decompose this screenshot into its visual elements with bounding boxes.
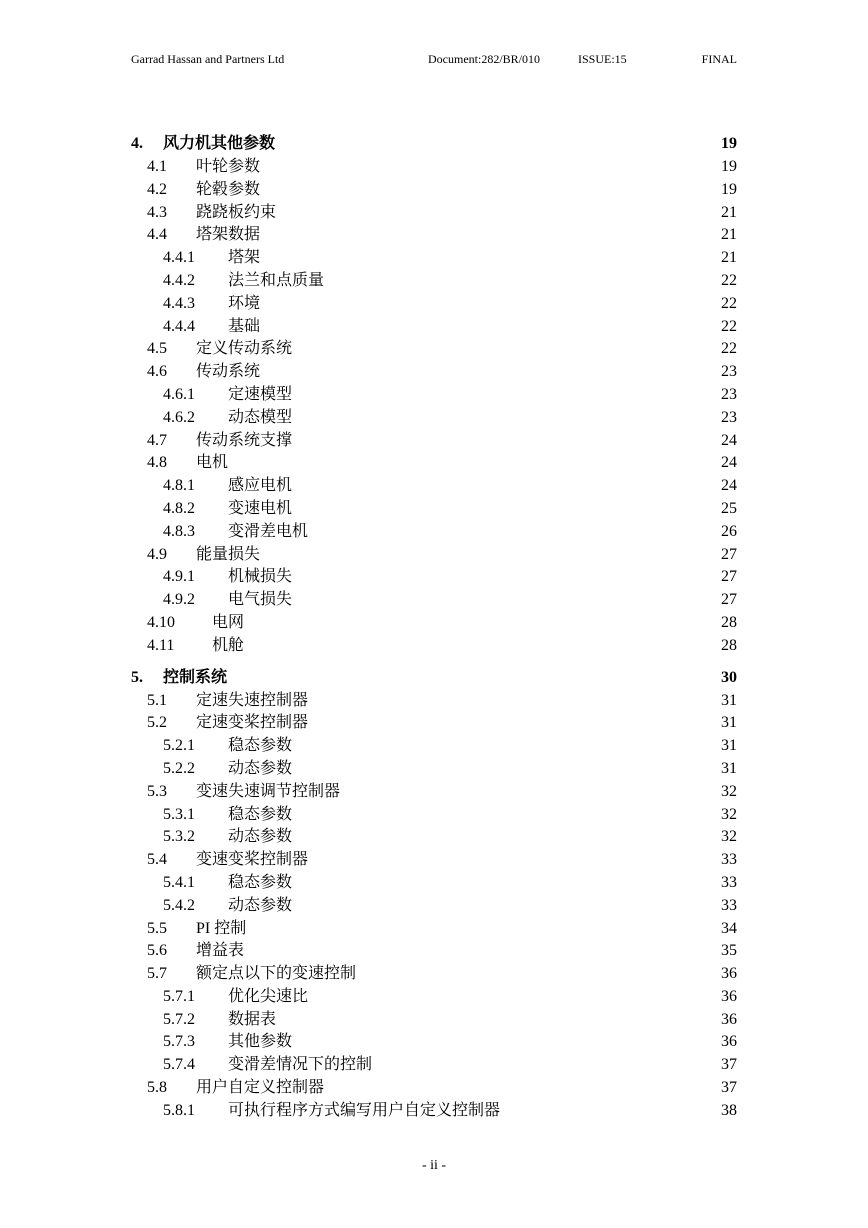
toc-subsection-entry[interactable] [131,872,737,895]
toc-subsection-entry[interactable] [131,1009,737,1032]
toc-number: 4.9.1 [163,568,195,586]
toc-title: 基础 [228,317,261,335]
toc-subsection-entry[interactable] [131,1054,737,1077]
page-number: - ii - [421,1158,447,1173]
toc-number: 5.3 [147,782,167,800]
toc-section-heading[interactable] [131,667,737,690]
toc-number: 5.2.2 [163,759,195,777]
toc-subsection-entry[interactable] [131,384,737,407]
toc-title: 电网 [212,613,245,631]
toc-title: 环境 [228,294,261,312]
toc-page-number: 32 [721,782,737,800]
toc-number: 4.1 [147,158,167,175]
toc-title: 变速失速调节控制器 [196,782,341,800]
toc-number: 4.9 [147,545,167,563]
toc-title: 稳态参数 [228,805,293,823]
toc-number: 4.3 [147,203,167,221]
toc-page-number: 36 [721,987,737,1005]
toc-subsection-entry[interactable] [131,1031,737,1054]
toc-number: 4.6.1 [163,385,195,403]
toc-number: 4.9.2 [163,591,195,609]
toc-section-heading[interactable] [131,133,737,156]
toc-subsection-entry[interactable] [131,1100,737,1123]
toc-number: 5.7.2 [163,1010,195,1028]
toc-page-number: 25 [721,499,737,517]
toc-subsection-entry[interactable] [131,826,737,849]
toc-title: 数据表 [228,1010,277,1028]
toc-subsection-entry[interactable] [131,247,737,270]
toc-page-number: 31 [721,759,737,777]
toc-entry[interactable] [131,1077,737,1100]
toc-entry[interactable] [131,179,737,202]
toc-page-number: 26 [721,522,737,540]
toc-entry[interactable] [131,712,737,735]
toc-page-number: 31 [721,691,737,709]
toc-title: 叶轮参数 [196,158,261,175]
toc-subsection-entry[interactable] [131,498,737,521]
toc-number: 4.4.3 [163,294,195,312]
toc-page-number: 21 [721,226,737,244]
page-header [131,52,737,68]
toc-number: 5.5 [147,919,167,937]
toc-entry[interactable] [131,940,737,963]
toc-page-number: 33 [721,851,737,869]
toc-subsection-entry[interactable] [131,270,737,293]
toc-title: 电机 [196,454,229,472]
toc-title: PI 控制 [196,919,247,937]
toc-title: 跷跷板约束 [196,203,277,221]
toc-number: 4.8 [147,454,167,472]
toc-title: 其他参数 [228,1033,293,1051]
header-company: Garrad Hassan and Partners Ltd [131,52,285,66]
toc-title: 机舱 [212,636,245,654]
toc-subsection-entry[interactable] [131,895,737,918]
toc-number: 4.4 [147,226,167,244]
toc-entry[interactable] [131,963,737,986]
toc-page-number: 35 [721,942,737,960]
toc-title: 控制系统 [163,668,228,686]
toc-page-number: 36 [721,1033,737,1051]
toc-subsection-entry[interactable] [131,735,737,758]
toc-entry[interactable] [131,690,737,713]
toc-number: 4.4.2 [163,271,195,289]
toc-entry[interactable] [131,338,737,361]
toc-number: 4.4.1 [163,249,195,267]
toc-page-number: 22 [721,317,737,335]
toc-title: 用户自定义控制器 [196,1079,325,1097]
toc-number: 4.8.2 [163,499,195,517]
toc-page-number: 19 [721,180,737,198]
toc-title: 动态参数 [228,896,293,914]
toc-page-number: 37 [721,1079,737,1097]
toc-number: 4. [131,135,143,152]
toc-number: 5.8.1 [163,1101,195,1119]
toc-title: 变滑差情况下的控制 [228,1056,373,1074]
toc-subsection-entry[interactable] [131,589,737,612]
toc-page-number: 33 [721,896,737,914]
header-issue: ISSUE:15 [578,52,627,66]
toc-entry[interactable] [131,202,737,225]
toc-number: 4.8.3 [163,522,195,540]
toc-title: 变速变桨控制器 [196,851,309,869]
toc-title: 定速失速控制器 [196,691,309,709]
toc-entry[interactable] [131,781,737,804]
toc-page-number: 31 [721,714,737,732]
toc-page-number: 32 [721,805,737,823]
toc-page-number: 21 [721,249,737,267]
toc-number: 4.11 [147,636,175,654]
toc-page-number: 19 [721,135,737,152]
toc-title: 轮毂参数 [196,180,261,198]
toc-number: 5.2.1 [163,737,195,755]
toc-subsection-entry[interactable] [131,475,737,498]
toc-page-number: 24 [721,477,737,495]
toc-number: 5.4.1 [163,873,195,891]
toc-number: 4.10 [147,613,175,631]
toc-page-number: 24 [721,431,737,449]
toc-page-number: 23 [721,385,737,403]
toc-entry[interactable] [131,612,737,635]
toc-entry[interactable] [131,849,737,872]
toc-title: 风力机其他参数 [163,135,276,152]
toc-number: 5.7.1 [163,987,195,1005]
toc-page-number: 23 [721,363,737,381]
toc-page-number: 21 [721,203,737,221]
toc-page-number: 24 [721,454,737,472]
toc-title: 增益表 [196,942,245,960]
toc-number: 5.2 [147,714,167,732]
toc-page-number: 38 [721,1101,737,1119]
toc-title: 定速模型 [228,385,293,403]
toc-title: 感应电机 [228,477,293,495]
toc-number: 5.8 [147,1079,167,1097]
toc-page-number: 27 [721,568,737,586]
toc-page-number: 37 [721,1056,737,1074]
toc-title: 电气损失 [228,591,293,609]
toc-title: 稳态参数 [228,737,293,755]
toc-title: 额定点以下的变速控制 [196,965,357,983]
toc-number: 4.5 [147,340,167,358]
toc-title: 法兰和点质量 [228,271,325,289]
toc-number: 4.4.4 [163,317,195,335]
toc-entry[interactable] [131,361,737,384]
toc-number: 5. [131,668,143,686]
toc-entry[interactable] [131,224,737,247]
toc-page-number: 31 [721,737,737,755]
toc-number: 4.7 [147,431,167,449]
toc-title: 可执行程序方式编写用户自定义控制器 [228,1101,501,1119]
toc-page-number: 23 [721,408,737,426]
toc-page-number: 22 [721,294,737,312]
toc-title: 传动系统支撑 [196,431,293,449]
toc-page-number: 19 [721,158,737,175]
toc-page-number: 27 [721,545,737,563]
toc-number: 5.3.1 [163,805,195,823]
toc-entry[interactable] [131,918,737,941]
toc-entry[interactable] [131,635,737,658]
toc-page-number: 32 [721,828,737,846]
toc-title: 稳态参数 [228,873,293,891]
toc-page-number: 28 [721,613,737,631]
toc-number: 4.6.2 [163,408,195,426]
toc-number: 5.7.3 [163,1033,195,1051]
toc-page-number: 34 [721,919,737,937]
toc-title: 动态参数 [228,828,293,846]
toc-page-number: 33 [721,873,737,891]
toc-entry[interactable] [131,156,737,179]
toc-title: 动态参数 [228,759,293,777]
toc-number: 5.7.4 [163,1056,195,1074]
toc-title: 塔架数据 [196,226,261,244]
toc-subsection-entry[interactable] [131,521,737,544]
toc-number: 5.7 [147,965,167,983]
toc-title: 变滑差电机 [228,522,309,540]
toc-title: 塔架 [228,249,261,267]
toc-subsection-entry[interactable] [131,804,737,827]
toc-number: 5.6 [147,942,167,960]
toc-number: 5.1 [147,691,167,709]
toc-title: 优化尖速比 [228,987,309,1005]
toc-subsection-entry[interactable] [131,293,737,316]
toc-entry[interactable] [131,452,737,475]
toc-subsection-entry[interactable] [131,316,737,339]
toc-page-number: 36 [721,965,737,983]
toc-entry[interactable] [131,544,737,567]
header-document-number: Document:282/BR/010 [428,52,540,66]
toc-number: 4.2 [147,180,167,198]
toc-subsection-entry[interactable] [131,986,737,1009]
toc-page-number: 22 [721,271,737,289]
toc-subsection-entry[interactable] [131,566,737,589]
toc-title: 变速电机 [228,499,293,517]
table-of-contents [131,133,737,1123]
toc-subsection-entry[interactable] [131,407,737,430]
toc-number: 5.4.2 [163,896,195,914]
toc-subsection-entry[interactable] [131,758,737,781]
toc-title: 能量损失 [196,545,261,563]
toc-page-number: 22 [721,340,737,358]
toc-title: 机械损失 [228,568,293,586]
toc-page-number: 28 [721,636,737,654]
toc-number: 5.3.2 [163,828,195,846]
toc-title: 传动系统 [196,363,261,381]
toc-title: 定义传动系统 [196,340,293,358]
toc-number: 4.8.1 [163,477,195,495]
toc-page-number: 30 [721,668,737,686]
toc-title: 动态模型 [228,408,293,426]
section-spacer [131,658,737,667]
toc-page-number: 36 [721,1010,737,1028]
toc-entry[interactable] [131,430,737,453]
toc-page-number: 27 [721,591,737,609]
toc-number: 4.6 [147,363,167,381]
toc-number: 5.4 [147,851,167,869]
header-status: FINAL [701,52,737,66]
toc-title: 定速变桨控制器 [196,714,309,732]
